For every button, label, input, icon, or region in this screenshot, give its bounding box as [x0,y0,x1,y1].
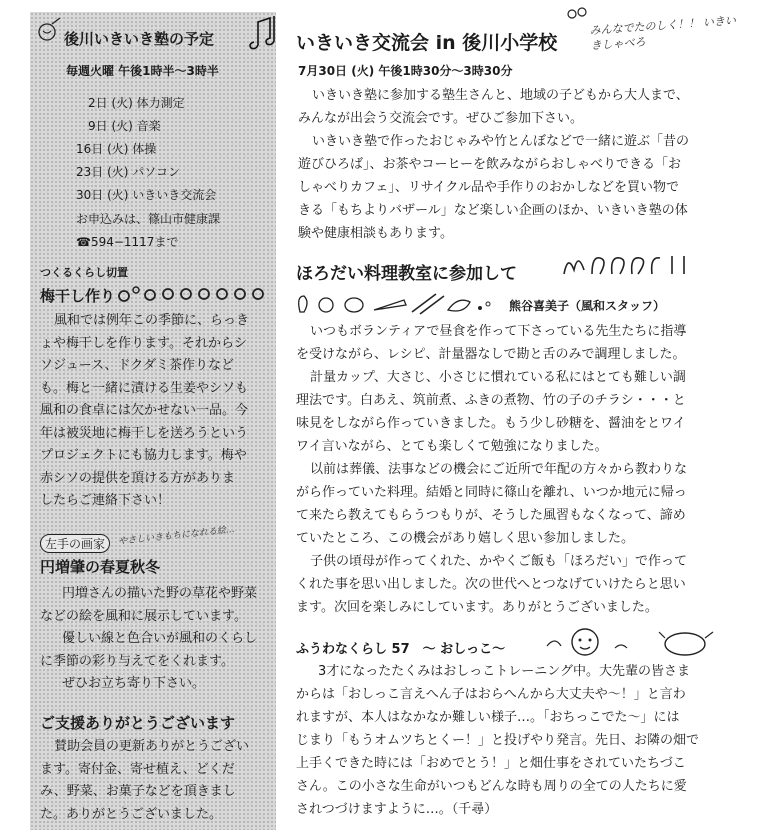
column-line: されつづけますように…。（千尋） [296,802,498,817]
child-doodle-icon [545,624,725,660]
event-body [298,84,689,245]
event-line: 験や健康相談もあります。 [298,226,453,241]
vegetables-icon [296,292,526,316]
column-line: さん。この小さな生命がいつもどんな時も周りの全ての人たちに愛 [296,779,687,794]
event-line: みんなが出会う交流会です。ぜひご参加下さい。 [298,111,583,126]
gallery-label: 左手の画家 [40,534,110,553]
umeboshi-line: ょや梅干しを作ります。それからシ [40,335,247,351]
event-line: きる「もちよりバザール」など楽しい企画のほか、いきいき塾の体 [298,203,688,218]
cooking-line: 以前は葬儀、法事などの機会にご近所で年配の方々から教わりな [310,462,688,477]
cooking-line: 理法です。白あえ、筑前煮、ふきの煮物、竹の子のチラシ・・・と [296,393,686,408]
umeboshi-line: 風和では例年この季節に、らっき [54,313,250,328]
gallery-line: 円増さんの描いた野の草花や野菜 [62,586,258,601]
schedule-item: 2日 (火) 体力測定 [88,96,185,110]
event-date: 7月30日 (火) 午後1時30分〜3時30分 [298,64,513,78]
event-line: 遊びひろば」、お茶やコーヒーを飲みながらおしゃべりできる「お [298,157,681,172]
event-line: いきいき塾に参加する塾生さんと、地域の子どもから大人まで、 [312,88,689,103]
flower-doodle-icon [566,6,590,26]
umeboshi-line: ソジュース、ドクダミ茶作りなど [40,358,234,373]
cooking-line: いつもボランティアで昼食を作って下さっている先生たちに指導 [310,324,687,339]
cooking-line: 子供の頃母が作ってくれた、かやくご飯も「ほろだい」で作って [310,554,688,569]
thanks-body [40,736,249,826]
column-title: ふうわなくらし 57 〜 おしっこ〜 [296,642,506,657]
column-line: れますが、本人はなかなか難しい様子…。「おちっこでた〜」には [296,710,680,725]
umeboshi-line: したらご連絡下さい！ [40,493,171,508]
schedule-apply: お申込みは、篠山市健康課 [76,212,221,226]
umeboshi-line: も。梅と一緒に漬ける生姜やシソも [40,380,249,396]
thanks-line: 賛助会員の更新ありがとうござい [54,739,250,754]
event-line: しゃべりカフェ」、リサイクル品や手作りのおかしなどを買い物で [298,180,680,195]
gallery-title: 円増肇の春夏秋冬 [40,558,161,576]
umeboshi-line: 風和の食卓には欠かせない一品。今 [40,403,249,418]
cooking-title: ほろだい料理教室に参加して [296,264,517,284]
schedule-item: 23日 (火) パソコン [76,165,181,179]
cooking-line: くれた事を思い出しました。次の世代へとつなげていけたらと思い [296,577,686,592]
umeboshi-line: 赤シソの提供を頂ける方がありま [40,470,236,486]
cooking-byline: 熊谷喜美子（風和スタッフ） [509,299,666,313]
gallery-line: ぜひお立ち寄り下さい。 [62,676,206,691]
gallery-line: などの絵を風和に展示しています。 [40,608,247,624]
schedule-subtitle: 毎週火曜 午後1時半〜3時半 [66,64,219,78]
schedule-phone: ☎594−1117まで [76,235,179,249]
column-line: からは「おしっこ言えへん子はおらへんから大丈夫や〜！」と言わ [296,687,686,702]
event-handnote: みんなでたのしく！！ いきいきしゃべろ [589,14,737,53]
cooking-line: 味見をしながら作っていきました。もう少し砂糖を、醤油をとワイ [296,416,686,431]
cooking-line: て来たら教えてもらうつもりが、そうした風習もなくなって、諦め [296,508,686,523]
event-title: いきいき交流会 in 後川小学校 [296,32,558,54]
cooking-line: ます。次回を楽しみにしています。ありがとうございました。 [296,600,658,615]
cooking-line: ていたところ、この機会があり嬉しく思い参加しました。 [296,531,635,546]
gallery-body [40,583,257,696]
plum-circles-icon [116,284,276,304]
thanks-line: た。ありがとうございました。 [40,806,223,822]
sun-doodle-icon [34,18,64,48]
cooking-line: 計量カップ、大さじ、小さじに慣れている私にはとても難しい調 [310,370,686,385]
thanks-line: ます。寄付金、寄せ植え、どくだ [40,761,235,777]
gallery-line: 優しい線と色合いが風和のくらし [62,631,258,646]
cooking-line: がら作っていた料理。結婚と同時に篠山を離れ、いつか地元に帰っ [296,485,687,500]
column-line: じまり「もうオムツちとくー！」と投げやり発言。先日、お隣の畑で [296,733,700,748]
umeboshi-title: 梅干し作り [40,287,116,305]
schedule-item: 30日 (火) いきいき交流会 [76,188,217,202]
thanks-line: み、野菜、お菓子などを頂きまし [40,784,236,799]
schedule-title: 後川いきいき塾の予定 [64,30,215,48]
column-line: 上手くできた時には「おめでとう！」と畑仕事をされていたちづこ [296,756,686,771]
cooking-line: を受けながら、レシピ、計量器なしで勘と舌のみで調理しました。 [296,347,686,362]
music-note-icon [248,16,274,50]
schedule-item: 9日 (火) 音楽 [88,119,161,133]
gallery-line: に季節の彩り与えてをくれます。 [40,653,234,669]
column-body [296,660,699,821]
cooking-line: ワイ言いながら、とても楽しくて勉強になりました。 [296,439,608,454]
gallery-handnote: やさしいきもちになれる絵… [117,524,236,548]
umeboshi-line: 年は被災地に梅干しを送ろうという [40,425,249,441]
cooking-doodle-icon [560,250,740,280]
umeboshi-body [40,310,249,513]
schedule-item: 16日 (火) 体操 [76,142,157,156]
column-line: 3才になったたくみはおしっこトレーニング中。大先輩の皆さま [318,664,691,679]
umeboshi-line: プロジェクトにも協力します。梅や [40,448,247,463]
event-line: いきいき塾で作ったおじゃみや竹とんぼなどで一緒に遊ぶ「昔の [312,134,690,149]
thanks-title: ご支援ありがとうございます [40,714,236,732]
cooking-body [296,320,687,619]
umeboshi-kicker: つくるくらし切置 [40,266,128,279]
